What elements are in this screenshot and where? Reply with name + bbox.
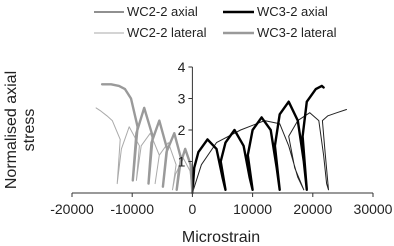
legend-label-wc3-2-axial: WC3-2 axial (257, 4, 328, 19)
y-tick-label: 2 (177, 122, 186, 138)
series-line-wc2-2-axial (192, 110, 346, 194)
x-tick-label: -10000 (110, 201, 154, 217)
y-axis-title-line-1: Normalised axial (3, 70, 20, 190)
legend-label-wc2-2-lateral: WC2-2 lateral (127, 25, 207, 40)
series-line-wc3-2-axial (192, 86, 323, 193)
series-layer (96, 84, 346, 193)
legend-item-wc3-2-axial[interactable] (223, 4, 328, 19)
x-tick-label: 20000 (293, 201, 333, 217)
y-tick-label: 3 (177, 90, 186, 107)
legend (94, 4, 337, 40)
legend-item-wc3-2-lateral[interactable] (223, 25, 337, 40)
y-tick-label: 4 (177, 59, 186, 75)
y-tick-label: 1 (177, 153, 186, 170)
legend-item-wc2-2-lateral[interactable] (94, 25, 207, 40)
x-axis-title: Microstrain (181, 229, 261, 246)
y-axis-title-line-2: stress (21, 108, 38, 152)
legend-item-wc2-2-axial[interactable] (94, 4, 198, 19)
x-tick-label: 10000 (233, 201, 273, 217)
y-axis-title (3, 71, 38, 189)
x-tick-label: 30000 (353, 201, 393, 217)
legend-label-wc3-2-lateral: WC3-2 lateral (257, 25, 337, 40)
legend-label-wc2-2-axial: WC2-2 axial (127, 4, 198, 19)
x-tick-label: 0 (188, 201, 197, 217)
x-tick-label: -20000 (50, 201, 94, 217)
